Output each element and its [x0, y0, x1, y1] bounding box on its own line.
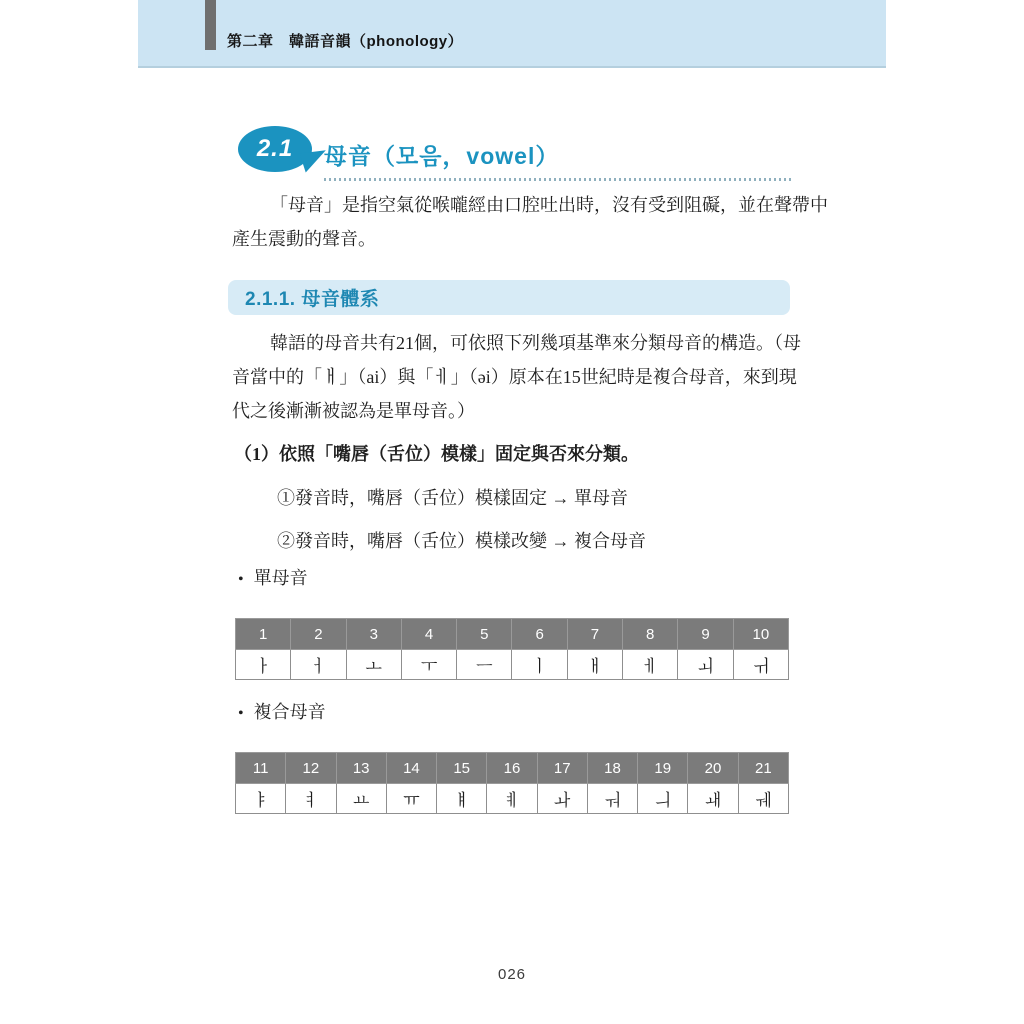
compound-vowel-table	[235, 752, 789, 814]
table-header-cell: 3	[346, 619, 401, 650]
table-header-cell: 11	[236, 753, 286, 784]
body-paragraph	[232, 326, 801, 428]
body-line: 韓語的母音共有21個，可依照下列幾項基準來分類母音的構造。（母	[270, 333, 801, 353]
vowel-cell: ㅕ	[286, 784, 336, 814]
bullet-icon: •	[238, 705, 244, 722]
simple-vowel-label	[238, 564, 308, 590]
simple-vowel-label-text: 單母音	[253, 568, 308, 588]
vowel-cell: ㅖ	[487, 784, 537, 814]
body-line: 代之後漸漸被認為是單母音。）	[232, 401, 475, 421]
compound-vowel-data-row	[236, 784, 789, 814]
table-header-cell: 2	[291, 619, 346, 650]
vowel-cell: ㅝ	[587, 784, 637, 814]
subsection-title: 2.1.1. 母音體系	[245, 289, 380, 310]
chapter-accent-bar	[205, 0, 216, 50]
table-header-cell: 16	[487, 753, 537, 784]
table-header-cell: 12	[286, 753, 336, 784]
intro-line: 產生震動的聲音。	[232, 229, 376, 249]
compound-vowel-label-text: 複合母音	[253, 702, 326, 722]
subsection-header	[228, 280, 790, 315]
simple-vowel-data-row	[236, 650, 789, 680]
vowel-cell: ㅟ	[733, 650, 788, 680]
vowel-cell: ㅑ	[236, 784, 286, 814]
vowel-cell: ㅘ	[537, 784, 587, 814]
table-header-cell: 17	[537, 753, 587, 784]
vowel-cell: ㅏ	[236, 650, 291, 680]
vowel-cell: ㅚ	[678, 650, 733, 680]
table-header-cell: 18	[587, 753, 637, 784]
table-header-cell: 4	[401, 619, 456, 650]
table-header-cell: 10	[733, 619, 788, 650]
vowel-cell: ㅙ	[688, 784, 738, 814]
vowel-cell: ㅜ	[401, 650, 456, 680]
body-line: 音當中的「ㅐ」（ai）與「ㅔ」（əi）原本在15世紀時是複合母音，來到現	[232, 367, 797, 387]
page-number: 026	[497, 966, 527, 983]
classification-item-1: ①發音時，嘴唇（舌位）模樣固定 → 單母音	[277, 488, 628, 508]
table-header-cell: 1	[236, 619, 291, 650]
compound-vowel-label	[238, 698, 326, 724]
bullet-icon: •	[238, 571, 244, 588]
vowel-cell: ㅡ	[457, 650, 512, 680]
vowel-cell: ㅓ	[291, 650, 346, 680]
chapter-title: 第二章 韓語音韻（phonology）	[227, 33, 464, 50]
title-dotted-rule	[324, 178, 792, 181]
table-header-cell: 21	[738, 753, 788, 784]
table-header-cell: 15	[437, 753, 487, 784]
vowel-cell: ㅠ	[386, 784, 436, 814]
vowel-cell: ㅢ	[638, 784, 688, 814]
table-header-cell: 13	[336, 753, 386, 784]
table-header-cell: 8	[623, 619, 678, 650]
vowel-cell: ㅒ	[437, 784, 487, 814]
table-header-cell: 19	[638, 753, 688, 784]
vowel-cell: ㅔ	[623, 650, 678, 680]
compound-vowel-header-row	[236, 753, 789, 784]
vowel-cell: ㅣ	[512, 650, 567, 680]
table-header-cell: 14	[386, 753, 436, 784]
table-header-cell: 20	[688, 753, 738, 784]
table-header-cell: 9	[678, 619, 733, 650]
vowel-cell: ㅐ	[567, 650, 622, 680]
table-header-cell: 6	[512, 619, 567, 650]
vowel-cell: ㅗ	[346, 650, 401, 680]
classification-heading: （1）依照「嘴唇（舌位）模樣」固定與否來分類。	[234, 444, 639, 464]
section-number: 2.1	[256, 135, 294, 162]
table-header-cell: 7	[567, 619, 622, 650]
simple-vowel-header-row	[236, 619, 789, 650]
section-number-bubble	[238, 126, 312, 172]
simple-vowel-table	[235, 618, 789, 680]
vowel-cell: ㅞ	[738, 784, 788, 814]
vowel-cell: ㅛ	[336, 784, 386, 814]
intro-line: 「母音」是指空氣從喉嚨經由口腔吐出時，沒有受到阻礙，並在聲帶中	[270, 195, 828, 215]
intro-paragraph	[232, 188, 828, 256]
section-title: 母音（모음，vowel）	[324, 143, 560, 169]
table-header-cell: 5	[457, 619, 512, 650]
classification-item-2: ②發音時，嘴唇（舌位）模樣改變 → 複合母音	[277, 531, 646, 551]
